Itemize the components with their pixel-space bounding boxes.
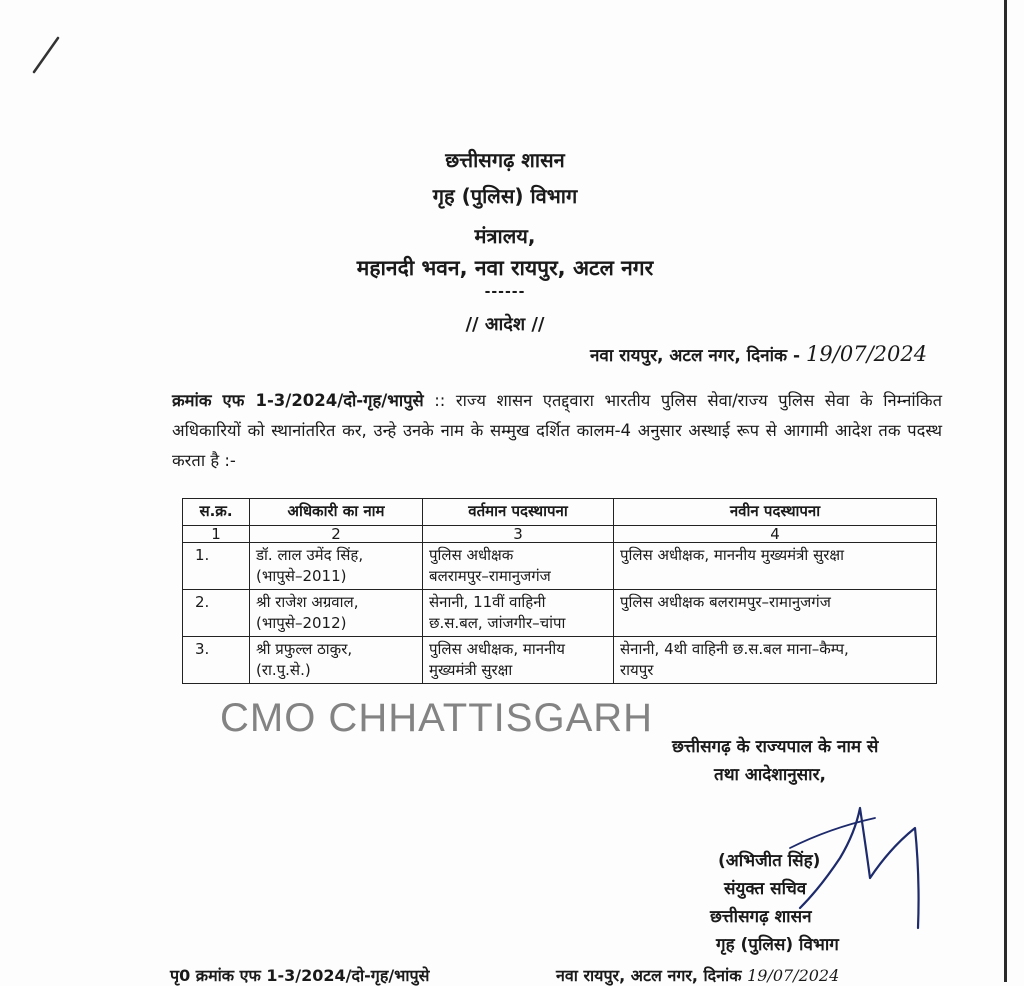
order-paragraph: [172, 386, 942, 476]
officer-name-cell: [250, 590, 423, 637]
closing-line: तथा आदेशानुसार,: [714, 765, 826, 785]
table-row: [183, 590, 937, 637]
footer-date: 19/07/2024: [747, 966, 840, 985]
officer-service: (भापुसे–2011): [256, 567, 347, 585]
new-posting-line: पुलिस अधीक्षक, माननीय मुख्यमंत्री सुरक्षा: [620, 546, 844, 564]
new-posting-line: रायपुर: [620, 661, 654, 679]
col-header-sn: स.क्र.: [183, 499, 250, 526]
current-posting-line: पुलिस अधीक्षक, माननीय: [429, 640, 565, 658]
table-row: [183, 543, 937, 590]
col-header-current: वर्तमान पदस्थापना: [423, 499, 614, 526]
officer-name: डॉ. लाल उमेंद सिंह,: [256, 546, 364, 564]
current-posting-line: बलरामपुर–रामानुजगंज: [429, 567, 551, 585]
department-name: गृह (पुलिस) विभाग: [432, 184, 578, 208]
col-header-name: अधिकारी का नाम: [250, 499, 423, 526]
signatory-designation: संयुक्त सचिव: [724, 879, 807, 899]
ministry: मंत्रालय,: [474, 224, 536, 248]
col-number: 1: [183, 526, 250, 543]
col-number: 2: [250, 526, 423, 543]
officer-service: (भापुसे–2012): [256, 614, 347, 632]
separator: ------: [484, 284, 526, 300]
column-number-row: [183, 526, 937, 543]
officer-service: (रा.पु.से.): [256, 661, 311, 679]
row-sn: 1.: [183, 543, 250, 590]
closing-line: छत्तीसगढ़ के राज्यपाल के नाम से: [672, 737, 879, 757]
footer-place: नवा रायपुर, अटल नगर, दिनांक: [556, 966, 742, 985]
col-number: 3: [423, 526, 614, 543]
officer-name: श्री राजेश अग्रवाल,: [256, 593, 359, 611]
footer-dateline: [556, 964, 839, 986]
current-posting-cell: [423, 543, 614, 590]
pen-mark-icon: [28, 36, 68, 76]
dateline: [590, 342, 927, 366]
officer-transfer-table: [182, 498, 937, 684]
current-posting-line: सेनानी, 11वीं वाहिनी: [429, 593, 546, 611]
current-posting-cell: [423, 590, 614, 637]
table-header-row: [183, 499, 937, 526]
signatory-name: (अभिजीत सिंह): [718, 851, 821, 871]
table-row: [183, 637, 937, 684]
row-sn: 2.: [183, 590, 250, 637]
govt-name: छत्तीसगढ़ शासन: [445, 148, 565, 172]
order-body: :: राज्य शासन एतद्द्वारा भारतीय पुलिस सेवा/राज्य पुलिस सेवा के निम्नांकित अधिकारियों को स्थानांतरित कर, उन्हे उनके नाम के सम्मुख दर्शित कालम-4 अनुसार अस्थाई रूप से आगामी आदेश तक पदस्थ करता है :-: [172, 391, 943, 470]
col-number: 4: [614, 526, 937, 543]
address: महानदी भवन, नवा रायपुर, अटल नगर: [356, 256, 654, 280]
order-reference: क्रमांक एफ 1-3/2024/दो-गृह/भापुसे: [172, 391, 424, 410]
dateline-date: 19/07/2024: [806, 342, 928, 366]
current-posting-line: पुलिस अधीक्षक: [429, 546, 514, 564]
signatory-dept: गृह (पुलिस) विभाग: [716, 935, 839, 955]
current-posting-cell: [423, 637, 614, 684]
new-posting-cell: [614, 637, 937, 684]
signatory-govt: छत्तीसगढ़ शासन: [710, 907, 812, 927]
dateline-place: नवा रायपुर, अटल नगर, दिनांक -: [590, 346, 801, 366]
new-posting-cell: [614, 590, 937, 637]
col-header-new: नवीन पदस्थापना: [614, 499, 937, 526]
watermark: CMO CHHATTISGARH: [220, 696, 654, 740]
officer-name: श्री प्रफुल्ल ठाकुर,: [256, 640, 353, 658]
officer-name-cell: [250, 637, 423, 684]
new-posting-line: सेनानी, 4थी वाहिनी छ.स.बल माना–कैम्प,: [620, 640, 849, 658]
row-sn: 3.: [183, 637, 250, 684]
officer-name-cell: [250, 543, 423, 590]
current-posting-line: मुख्यमंत्री सुरक्षा: [429, 661, 513, 679]
footer-reference: पृ0 क्रमांक एफ 1-3/2024/दो-गृह/भापुसे: [170, 966, 430, 985]
new-posting-line: पुलिस अधीक्षक बलरामपुर–रामानुजगंज: [620, 593, 831, 611]
current-posting-line: छ.स.बल, जांजगीर–चांपा: [429, 614, 566, 632]
order-title: // आदेश //: [465, 314, 545, 335]
new-posting-cell: [614, 543, 937, 590]
